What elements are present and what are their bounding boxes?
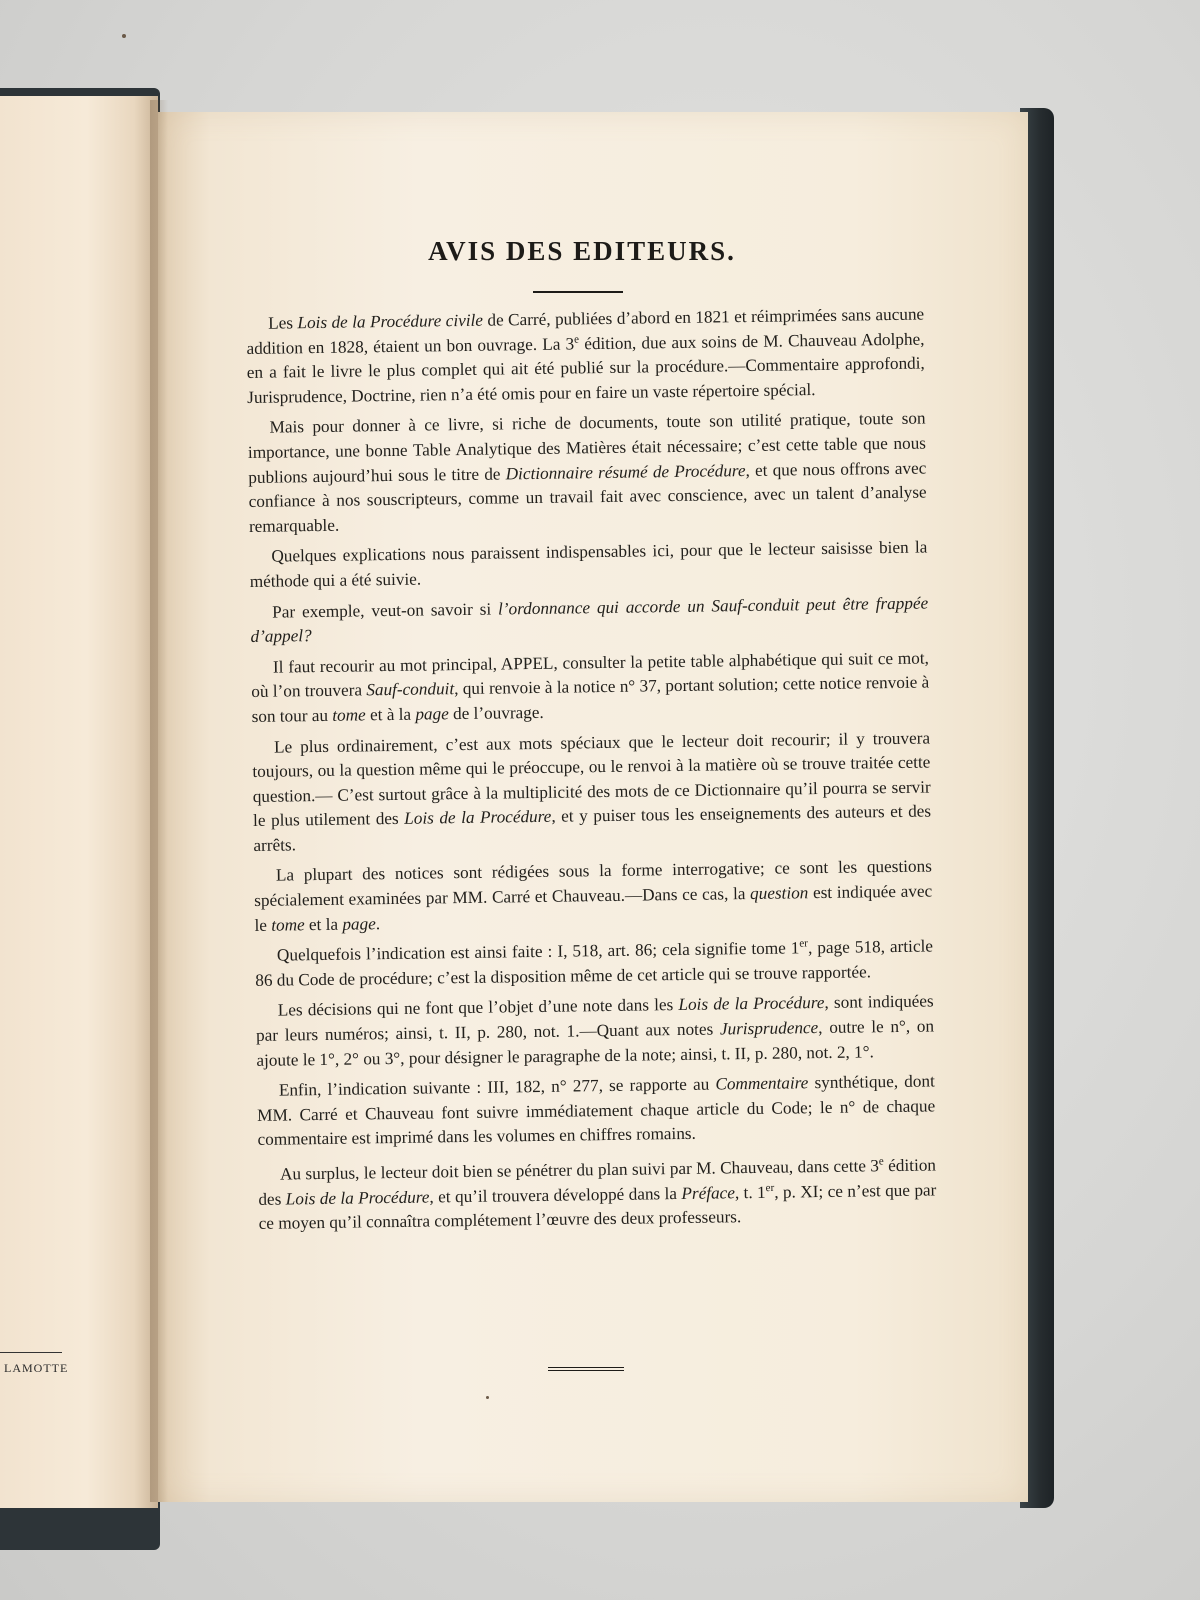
- italic-run: Commentaire: [715, 1073, 809, 1094]
- notice-paragraph: [246, 303, 925, 411]
- text-run: Mais pour donner à ce livre, si riche de documents, toute son utilité pratique, toute son importance, une bonne Table Analytique des Matières était nécessaire; c’est cette table que nous publions aujourd’hui sous le titre de: [247, 408, 927, 487]
- notice-paragraph: [255, 935, 934, 994]
- text-run: synthétique, dont MM. Carré et Chauveau font suivre immédiatement chaque article du Code; le n° de chaque commentaire est imprimé dans les volumes en chiffres romains.: [257, 1071, 936, 1150]
- text-run: Quelquefois l’indication est ainsi faite : I, 518, art. 86; cela signifie tome 1: [276, 938, 800, 965]
- italic-run: tome: [332, 705, 366, 725]
- text-run: de l’ouvrage.: [448, 702, 544, 724]
- text-run: Quelques explications nous paraissent indispensables ici, pour que le lecteur saisisse bien la méthode qui a été suivie.: [249, 537, 928, 591]
- paper-speck: [122, 34, 126, 38]
- notice-body: [246, 303, 937, 1243]
- italic-run: tome: [271, 914, 305, 935]
- text-run: Par exemple, veut-on savoir si: [272, 599, 499, 622]
- text-run: édition des: [258, 1155, 937, 1209]
- text-run: et à la: [365, 704, 416, 725]
- superscript-run: er: [799, 937, 809, 950]
- italic-run: Préface: [681, 1182, 736, 1203]
- italic-run: Sauf-conduit: [366, 679, 455, 700]
- text-run: et la: [304, 914, 343, 934]
- italic-run: Dictionnaire résumé de Procédure: [505, 460, 746, 483]
- italic-run: l’ordonnance qui accorde un Sauf-conduit peut être frappée d’appel?: [250, 593, 929, 647]
- title-rule: [533, 291, 623, 293]
- left-page: [0, 96, 158, 1508]
- superscript-run: e: [574, 333, 580, 346]
- superscript-run: e: [878, 1155, 884, 1168]
- notice-paragraph: [252, 726, 932, 858]
- text-run: , sont indiquées par leurs numéros; ainsi, t. II, p. 280, not. 1.—Quant aux notes: [255, 991, 934, 1045]
- book-gutter-shadow: [150, 100, 168, 1502]
- text-run: .: [375, 913, 381, 933]
- italic-run: Jurisprudence: [719, 1018, 819, 1039]
- text-run: , et que nous offrons avec confiance à nos souscripteurs, comme un travail fait avec conscience, avec un talent d’analyse remarquable.: [248, 458, 927, 536]
- italic-run: question: [749, 883, 809, 904]
- text-run: Enfin, l’indication suivante : III, 182, n° 277, se rapporte au: [278, 1074, 716, 1100]
- text-run: , t. 1: [734, 1182, 766, 1202]
- text-run: Au surplus, le lecteur doit bien se pénétrer du plan suivi par M. Chauveau, dans cette 3: [279, 1156, 880, 1184]
- text-run: Le plus ordinairement, c’est aux mots spéciaux que le lecteur doit recourir; il y trouvera toujours, ou la question même qui le préoccupe, ou le renvoi à la matière où se trouve traitée cette question.— C’est surtout grâce à la multiplicité des mots de ce Dictionnaire qu’il pourra se servir le plus utilement des: [252, 727, 931, 831]
- left-page-printer-name: LAMOTTE: [4, 1361, 69, 1375]
- italic-run: Lois de la Procédure: [285, 1187, 430, 1209]
- text-run: , outre le n°, on ajoute le 1°, 2° ou 3°, pour désigner le paragraphe de la note; ainsi, t. II, p. 280, not. 2, 1°.: [256, 1016, 935, 1070]
- text-run: , et y puiser tous les enseignements des auteurs et des arrêts.: [253, 801, 932, 855]
- page-title: AVIS DES EDITEURS.: [428, 236, 736, 266]
- italic-run: page: [415, 704, 449, 724]
- end-ornament-rule: [548, 1367, 624, 1371]
- notice-paragraph: [256, 990, 935, 1073]
- notice-paragraph: [251, 646, 930, 729]
- italic-run: Lois de la Procédure civile: [297, 310, 484, 333]
- notice-paragraph: [250, 591, 929, 650]
- left-page-footer-rule: [0, 1352, 62, 1353]
- notice-paragraph: [249, 536, 928, 595]
- superscript-run: er: [765, 1181, 775, 1194]
- text-run: , page 518, article 86 du Code de procédure; c’est la disposition même de cet article qui se trouve rapportée.: [255, 936, 934, 990]
- notice-paragraph: [247, 407, 927, 539]
- text-run: Il faut recourir au mot principal, APPEL, consulter la petite table alphabétique qui suit ce mot, où l’on trouvera: [251, 648, 930, 702]
- paper-speck: [486, 1396, 489, 1399]
- text-run: est indiquée avec le: [254, 881, 933, 935]
- text-run: Les décisions qui ne font que l’objet d’une note dans les: [277, 995, 679, 1021]
- notice-paragraph: [257, 1070, 936, 1153]
- italic-run: page: [342, 913, 376, 934]
- text-run: de Carré, publiées d’abord en 1821 et réimprimées sans aucune addition en 1828, étaient un bon ouvrage. La 3: [246, 304, 925, 358]
- text-run: , et qu’il trouvera développé dans la: [429, 1183, 682, 1207]
- italic-run: Lois de la Procédure: [404, 807, 552, 829]
- text-run: , qui renvoie à la notice n° 37, portant solution; cette notice renvoie à son tour au: [251, 672, 930, 726]
- text-run: , p. XI; ce n’est que par ce moyen qu’il connaîtra complétement l’œuvre des deux professeurs.: [258, 1180, 937, 1234]
- text-run: édition, due aux soins de M. Chauveau Adolphe, en a fait le livre le plus complet qui ait été publié sur la procédure.—Commentaire approfondi, Jurisprudence, Doctrine, rien n’a été omis pour en faire un vaste répertoire spécial.: [246, 329, 925, 407]
- notice-paragraph: [258, 1153, 937, 1236]
- text-run: Les: [268, 313, 298, 333]
- notice-paragraph: [254, 855, 933, 938]
- text-run: La plupart des notices sont rédigées sous la forme interrogative; ce sont les questions spécialement examinées par MM. Carré et Chauveau.—Dans ce cas, la: [254, 856, 932, 911]
- italic-run: Lois de la Procédure: [678, 993, 825, 1015]
